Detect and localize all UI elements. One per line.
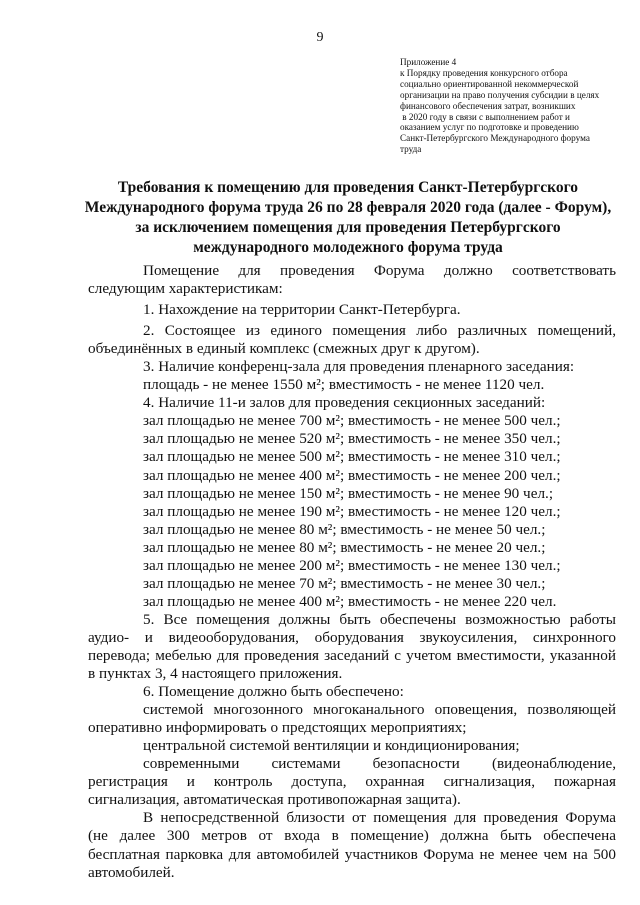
item-5-line: 5. Все помещения должны быть обеспечены возможностью работы (143, 610, 616, 628)
item-4: 4. Наличие 11-и залов для проведения секционных заседаний: (143, 394, 546, 412)
appendix-line: к Порядку проведения конкурсного отбора (400, 67, 568, 78)
item-2-line: объединённых в единый комплекс (смежных друг к другом). (88, 340, 480, 358)
item-6-c-line: современными системами безопасности (видеонаблюдение, (143, 755, 616, 773)
hall-requirement: зал площадью не менее 190 м²; вместимость - не менее 120 чел.; (143, 502, 561, 520)
parking-line: бесплатная парковка для автомобилей участников Форума не менее чем на 500 (88, 845, 616, 863)
hall-requirement: зал площадью не менее 80 м²; вместимость - не менее 50 чел.; (143, 520, 546, 538)
item-6-c-line: регистрация и контроль доступа, охранная сигнализация, пожарная (88, 773, 616, 791)
title-line: Международного форума труда 26 по 28 февраля 2020 года (далее - Форум), (84, 199, 612, 216)
parking-line: В непосредственной близости от помещения для проведения Форума (143, 809, 616, 827)
hall-requirement: зал площадью не менее 200 м²; вместимость - не менее 130 чел.; (143, 556, 561, 574)
hall-requirement: зал площадью не менее 500 м²; вместимость - не менее 310 чел.; (143, 448, 561, 466)
hall-requirement: зал площадью не менее 700 м²; вместимость - не менее 500 чел.; (143, 412, 561, 430)
item-6: 6. Помещение должно быть обеспечено: (143, 683, 404, 701)
parking-line: автомобилей. (88, 863, 175, 881)
item-6-a-line: системой многозонного многоканального оповещения, позволяющей (143, 701, 616, 719)
page-number: 9 (316, 30, 324, 45)
appendix-line: Приложение 4 (400, 57, 457, 67)
hall-requirement: зал площадью не менее 70 м²; вместимость - не менее 30 чел.; (143, 574, 546, 592)
item-6-b: центральной системой вентиляции и кондиционирования; (143, 737, 520, 755)
title-line: Требования к помещению для проведения Санкт-Петербургского (117, 179, 579, 196)
item-6-a-line: оперативно информировать о предстоящих мероприятиях; (88, 719, 467, 737)
item-3-line: площадь - не менее 1550 м²; вместимость - не менее 1120 чел. (143, 376, 545, 394)
appendix-line: труда (400, 144, 422, 155)
item-1: 1. Нахождение на территории Санкт-Петербурга. (143, 301, 461, 319)
item-5-line: в пунктах 3, 4 настоящего приложения. (88, 665, 343, 683)
hall-requirement: зал площадью не менее 400 м²; вместимость - не менее 200 чел.; (143, 466, 561, 484)
hall-requirement: зал площадью не менее 150 м²; вместимость - не менее 90 чел.; (143, 484, 554, 502)
appendix-note (400, 57, 620, 155)
title-line: за исключением помещения для проведения Петербургского (135, 219, 561, 236)
intro-line: следующим характеристикам: (88, 280, 283, 298)
document-body (88, 262, 616, 882)
hall-requirement: зал площадью не менее 400 м²; вместимость - не менее 220 чел. (143, 592, 557, 610)
title-line: международного молодежного форума труда (193, 239, 503, 256)
hall-requirement: зал площадью не менее 520 м²; вместимость - не менее 350 чел.; (143, 430, 561, 448)
appendix-line: организации на право получения субсидии в целях (400, 89, 600, 100)
document-title (80, 178, 616, 258)
appendix-line: Санкт-Петербургского Международного форума (400, 133, 590, 144)
appendix-line: в 2020 году в связи с выполнением работ и (400, 111, 570, 122)
appendix-line: оказанием услуг по подготовке и проведению (400, 122, 579, 133)
appendix-line: финансового обеспечения затрат, возникших (400, 100, 576, 111)
item-2-line: 2. Состоящее из единого помещения либо различных помещений, (143, 322, 616, 340)
parking-line: (не далее 300 метров от входа в помещение) должна быть обеспечена (88, 827, 616, 845)
intro-line: Помещение для проведения Форума должно соответствовать (143, 262, 616, 279)
item-5-line: аудио- и видеооборудования, оборудования звукоусиления, синхронного (88, 628, 616, 646)
appendix-line: социально ориентированной некоммерческой (400, 78, 579, 89)
hall-requirement: зал площадью не менее 80 м²; вместимость - не менее 20 чел.; (143, 538, 546, 556)
item-5-line: перевода; мебелью для проведения заседаний с учетом вместимости, указанной (88, 646, 616, 664)
item-3-line: 3. Наличие конференц-зала для проведения пленарного заседания: (143, 358, 575, 376)
item-6-c-line: сигнализация, автоматическая противопожарная защита). (88, 791, 461, 809)
